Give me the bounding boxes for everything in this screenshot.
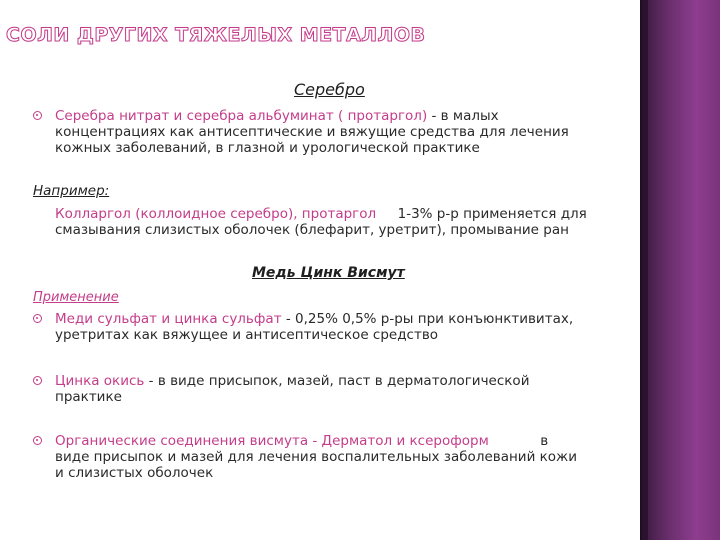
silver-heading: Серебро	[294, 80, 365, 99]
bullet-highlight: Меди сульфат и цинка сульфат	[55, 311, 282, 327]
apply-label: Применение	[33, 290, 119, 305]
bullet-ring-icon	[33, 111, 42, 120]
bullet-line: кожных заболеваний, в глазной и урологической практике	[55, 140, 480, 156]
bullet-text	[55, 433, 577, 481]
example-highlight: Колларгол (коллоидное серебро), протаргол	[55, 206, 377, 222]
bullet-text	[55, 373, 529, 405]
bullet-text	[55, 108, 569, 156]
copper-heading: Медь Цинк Висмут	[252, 265, 405, 281]
bullet-text	[55, 311, 573, 343]
bullet-highlight: Органические соединения висмута - Дерматол и ксероформ	[55, 433, 489, 449]
bullet-ring-icon	[33, 314, 42, 323]
example-rest: 1-3% р-р применяется для	[376, 206, 587, 222]
example-line: смазывания слизистых оболочек (блефарит, уретрит), промывание ран	[55, 222, 569, 238]
bullet-line: и слизистых оболочек	[55, 465, 214, 481]
example-text	[55, 206, 587, 238]
bullet-ring-icon	[33, 376, 42, 385]
bullet-highlight: Цинка окись	[55, 373, 145, 389]
bullet-line: концентрациях как антисептические и вяжущие средства для лечения	[55, 124, 569, 140]
bullet-line: практике	[55, 389, 122, 405]
bullet-rest: - 0,25% 0,5% р-ры при конъюнктивитах,	[281, 311, 574, 327]
bullet-rest: в	[488, 433, 549, 449]
decorative-side-panel	[640, 0, 720, 540]
bullet-line: уретритах как вяжущее и антисептическое средство	[55, 327, 439, 343]
example-label: Например:	[33, 183, 110, 199]
bullet-line: виде присыпок и мазей для лечения воспалительных заболеваний кожи	[55, 449, 577, 465]
bullet-rest: - в малых	[427, 108, 499, 124]
slide-title: СОЛИ ДРУГИХ ТЯЖЕЛЫХ МЕТАЛЛОВ	[6, 24, 426, 46]
bullet-rest: - в виде присыпок, мазей, паст в дерматологической	[144, 373, 530, 389]
bullet-ring-icon	[33, 436, 42, 445]
bullet-highlight: Серебра нитрат и серебра альбуминат ( протаргол)	[55, 108, 428, 124]
